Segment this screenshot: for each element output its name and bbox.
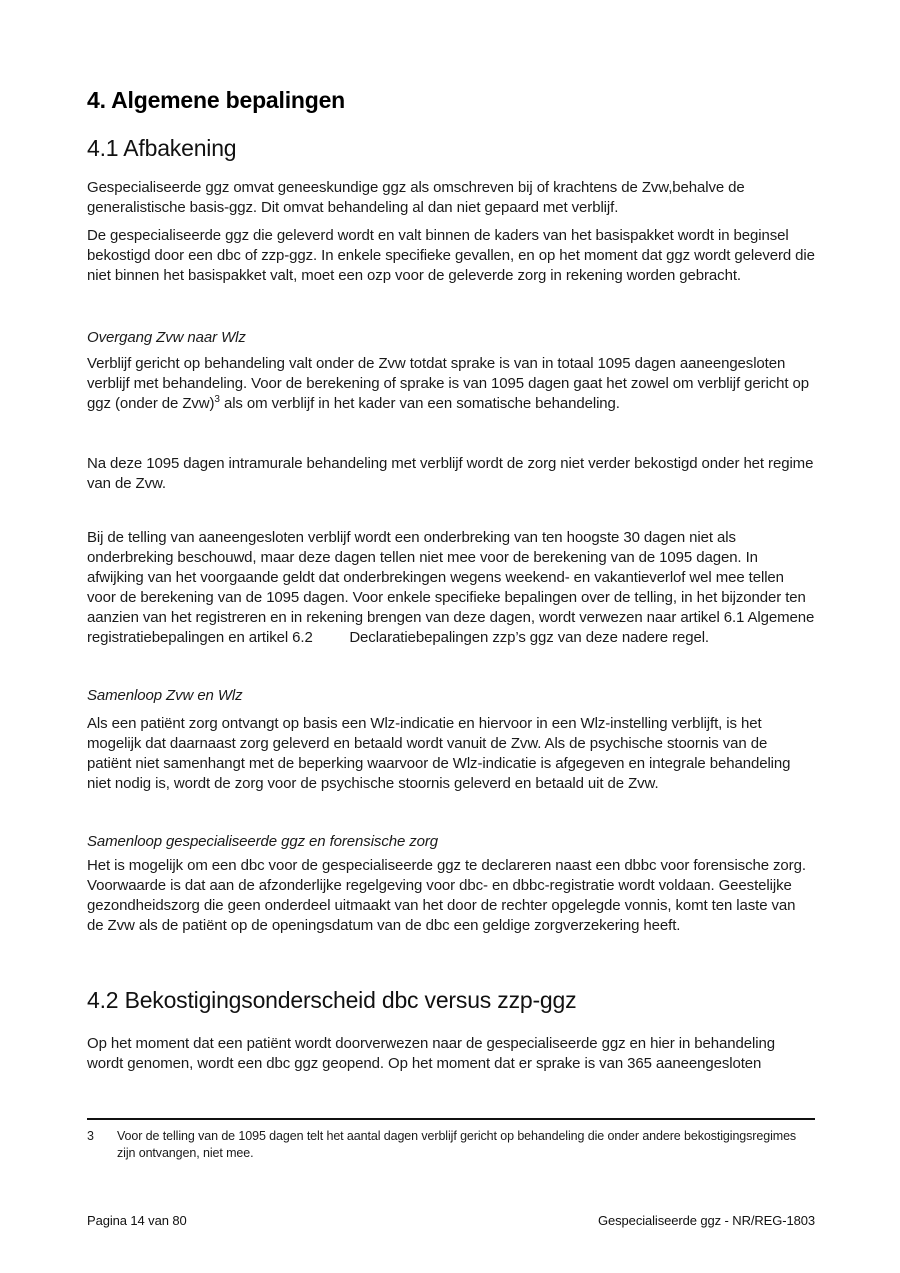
page-footer	[87, 1212, 815, 1229]
footnote-divider	[87, 1118, 815, 1120]
paragraph-afbakening-1: Gespecialiseerde ggz omvat geneeskundige ggz als omschreven bij of krachtens de Zvw,behalve de generalistische basis-ggz. Dit omvat behandeling al dan niet gepaard met verblijf.	[87, 179, 745, 216]
paragraph-overgang-2: Na deze 1095 dagen intramurale behandeling met verblijf wordt de zorg niet verder bekostigd onder het regime van de Zvw.	[87, 455, 814, 492]
subsection-heading-overgang: Overgang Zvw naar Wlz	[87, 329, 246, 346]
paragraph-samenloop-zvw-wlz: Als een patiënt zorg ontvangt op basis een Wlz-indicatie en hiervoor in een Wlz-instelling verblijft, is het mogelijk dat daarnaast zorg geleverd en betaald wordt vanuit de Zvw. Als de psychische stoornis van de patiënt niet samenhangt met de beperking waarvoor de Wlz-indicatie is afgegeven en integrale behandeling niet nodig is, wordt de zorg voor de psychische stoornis geleverd en betaald uit de Zvw.	[87, 715, 791, 792]
paragraph-afbakening-2: De gespecialiseerde ggz die geleverd wordt en valt binnen de kaders van het basispakket wordt in beginsel bekostigd door een dbc of zzp-ggz. In enkele specifieke gevallen, en op het moment dat ggz wordt geleverd die niet binnen het basispakket valt, moet een ozp voor de geleverde zorg in rekening worden gebracht.	[87, 227, 815, 284]
footnote-reference-3: 3	[214, 394, 220, 405]
footer-page-number: Pagina 14 van 80	[87, 1213, 187, 1228]
page-content	[87, 0, 815, 1162]
section-41-heading: 4.1 Afbakening	[87, 135, 237, 161]
paragraph-overgang-1-continuation: als om verblijf in het kader van een somatische behandeling.	[219, 395, 620, 412]
footnote-text: Voor de telling van de 1095 dagen telt het aantal dagen verblijf gericht op behandeling die onder andere bekostigingsregimes zijn ontvangen, niet mee.	[117, 1129, 797, 1160]
footer-doc-reference: Gespecialiseerde ggz - NR/REG-1803	[598, 1213, 815, 1228]
subsection-heading-samenloop-forensisch: Samenloop gespecialiseerde ggz en forensische zorg	[87, 833, 439, 850]
subsection-heading-samenloop-zvw-wlz: Samenloop Zvw en Wlz	[87, 687, 243, 704]
paragraph-bekostiging-1: Op het moment dat een patiënt wordt doorverwezen naar de gespecialiseerde ggz en hier in behandeling wordt genomen, wordt een dbc ggz geopend. Op het moment dat er sprake is van 365 aaneengesloten	[87, 1035, 775, 1072]
paragraph-overgang-1-text: Verblijf gericht op behandeling valt onder de Zvw totdat sprake is van in totaal 1095 dagen aaneengesloten verblijf met behandeling. Voor de berekening of sprake is van 1095 dagen gaat het zowel om verblijf gericht op ggz (onder de Zvw)	[87, 355, 809, 412]
paragraph-samenloop-forensisch: Het is mogelijk om een dbc voor de gespecialiseerde ggz te declareren naast een dbbc voor forensische zorg. Voorwaarde is dat aan de afzonderlijke regelgeving voor dbc- en dbbc-registratie wordt voldaan. Geestelijke gezondheidszorg die geen onderdeel uitmaakt van het door de rechter opgelegde vonnis, komt ten laste van de Zvw als de patiënt op de openingsdatum van de dbc een geldige zorgverzekering heeft.	[87, 857, 806, 934]
footnote	[87, 1128, 815, 1162]
chapter-heading: 4. Algemene bepalingen	[87, 87, 346, 113]
paragraph-overgang-3: Bij de telling van aaneengesloten verblijf wordt een onderbreking van ten hoogste 30 dagen niet als onderbreking beschouwd, maar deze dagen tellen niet mee voor de berekening van de 1095 dagen. In afwijking van het voorgaande geldt dat onderbrekingen wegens weekend- en vakantieverlof wel mee tellen voor de berekening van de 1095 dagen. Voor enkele specifieke bepalingen over de telling, in het bijzonder ten aanzien van het registreren en in rekening brengen van deze dagen, wordt verwezen naar artikel 6.1 Algemene registratiebepalingen en artikel 6.2 Declaratiebepalingen zzp’s ggz van deze nadere regel.	[87, 529, 815, 646]
paragraph-overgang-1	[87, 354, 815, 414]
section-42-heading: 4.2 Bekostigingsonderscheid dbc versus zzp-ggz	[87, 987, 577, 1013]
footnote-number: 3	[87, 1129, 94, 1143]
